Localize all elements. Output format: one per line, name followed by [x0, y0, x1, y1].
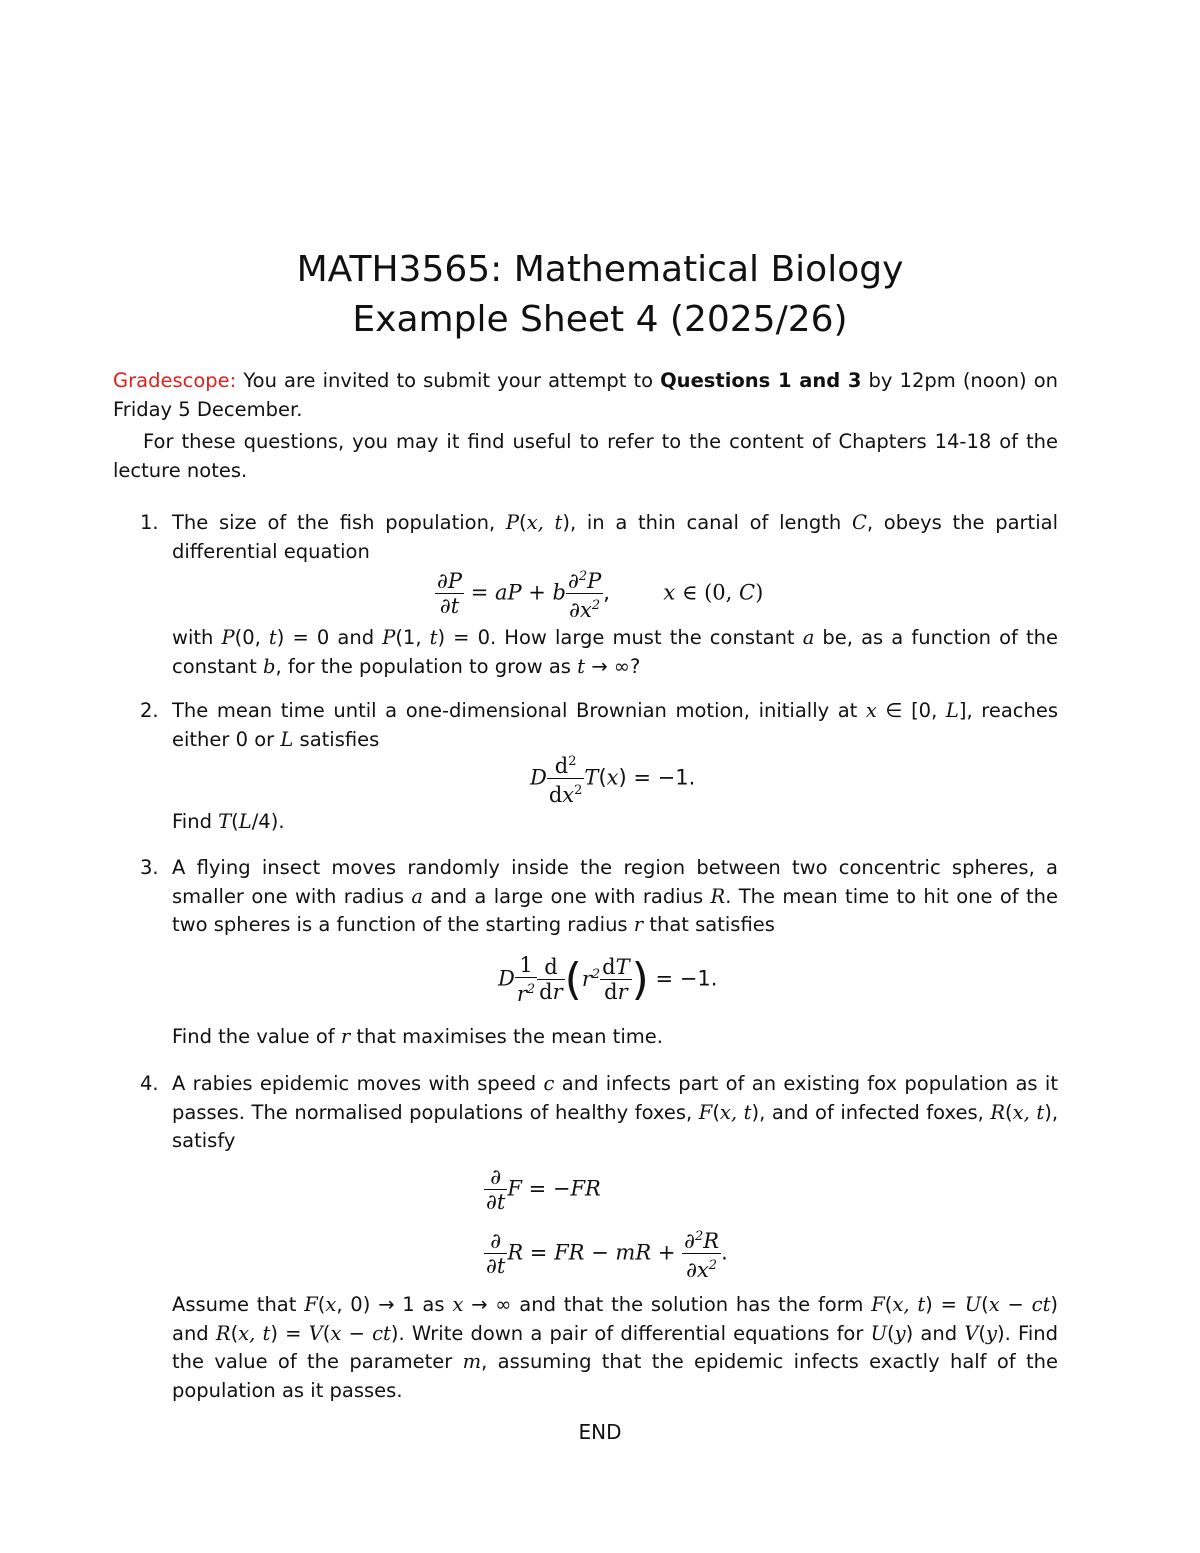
question-2-equation: D $\frac{d^2}{dx^2}$ T(x) = −1. — [530, 754, 696, 807]
gradescope-note — [113, 367, 1058, 424]
submit-text-pre: You are invited to submit your attempt to — [243, 369, 654, 392]
submit-text-post: by 12pm (noon) on Friday 5 December. — [113, 369, 1058, 421]
question-4-text-cont: Assume that F(x, 0) → 1 as x → ∞ and that the solution has the form F(x, t) = U(x − ct) and R(x, t) = V(x − ct). Write down a pair of differential equations for U(y) and V(y). Find the value of the parameter m, assuming that the epidemic infects exactly half of the population as it passes. — [172, 1293, 1059, 1402]
question-1-text-cont: with P(0, t) = 0 and P(1, t) = 0. How large must the constant a be, as a function of the constant b, for the population to grow as t → ∞? — [172, 626, 1058, 678]
sheet-title: MATH3565: Mathematical Biology — [296, 249, 904, 290]
question-4-equation-2: $\frac{\partial}{\partial t}$ R = FR − mR + $\frac{\partial^2R}{\partial x^2}$ . — [486, 1229, 728, 1282]
question-4-number: 4. — [140, 1072, 159, 1095]
sheet-subtitle: Example Sheet 4 (2025/26) — [352, 299, 848, 340]
question-3-number: 3. — [140, 856, 159, 879]
question-4-text: A rabies epidemic moves with speed c and infects part of an existing fox population as it passes. The normalised populations of healthy foxes, F(x, t), and of infected foxes, R(x, t), satisfy — [172, 1072, 1059, 1152]
question-2-text-cont: Find T(L/4). — [172, 810, 285, 833]
submit-questions: Questions 1 and 3 — [660, 369, 862, 392]
question-1-text: The size of the fish population, P(x, t), in a thin canal of length C, obeys the partial differential equation — [172, 511, 1058, 563]
question-3-text-cont: Find the value of r that maximises the mean time. — [172, 1025, 663, 1048]
question-4-equation-1: $\frac{\partial}{\partial t}$ F = −FR — [486, 1165, 601, 1214]
question-2-number: 2. — [140, 699, 159, 722]
question-3-equation: D $\frac{1}{r^2}$ $\frac{d}{dr}$ ($r^2$ $\frac{dT}{dr}$ ) = −1. — [498, 953, 718, 1006]
chapters-note: For these questions, you may it find useful to refer to the content of Chapters 14-18 of the lecture notes. — [113, 430, 1058, 482]
question-3-text: A flying insect moves randomly inside the region between two concentric spheres, a smaller one with radius a and a large one with radius R. The mean time to hit one of the two spheres is a function of the starting radius r that satisfies — [172, 856, 1058, 936]
gradescope-label: Gradescope: — [113, 369, 237, 392]
question-2-text: The mean time until a one-dimensional Brownian motion, initially at x ∈ [0, L], reaches either 0 or L satisfies — [172, 699, 1059, 751]
question-1-number: 1. — [140, 511, 159, 534]
end-marker: END — [578, 1420, 622, 1444]
question-1-equation: $\frac{\partial P}{\partial t}$ = aP + b $\frac{\partial^2P}{\partial x^2}$ , x ∈ (0, C) — [437, 569, 764, 622]
